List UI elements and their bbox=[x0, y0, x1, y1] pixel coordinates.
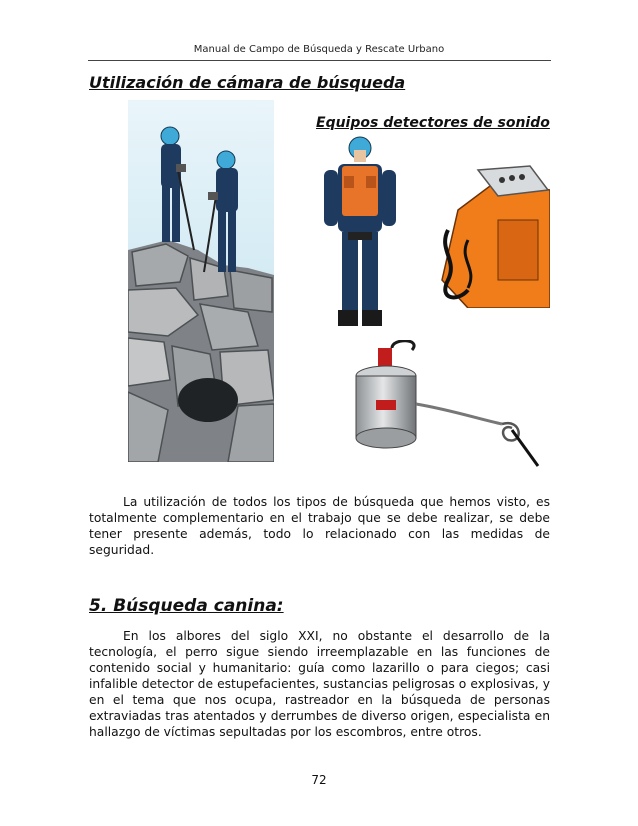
section-title-sound-detectors: Equipos detectores de sonido bbox=[316, 115, 550, 131]
page-number: 72 bbox=[311, 773, 327, 787]
section-title-search-camera: Utilización de cámara de búsqueda bbox=[89, 73, 406, 92]
rescuer-with-sound-detector-illustration bbox=[320, 136, 400, 332]
geophone-sensor-illustration bbox=[352, 340, 542, 470]
paragraph-canine-intro: En los albores del siglo XXI, no obstante el desarrollo de la tecnología, el perro sigue siendo irreemplazable en las funciones de contenido social y humanitario: guía como lazarillo o para ciegos; casi infalible detector de estupefacientes, sustancias peligrosas o explosivas, y en el tema que nos ocupa, rastreador en la búsqueda de personas extraviadas tras atentados y derrumbes de diverso origen, especialista en hallazgo de víctimas sepultadas por los escombros, entre otros. bbox=[89, 629, 550, 739]
running-header: Manual de Campo de Búsqueda y Rescate Urbano bbox=[193, 44, 445, 55]
search-camera-illustration bbox=[128, 100, 274, 462]
paragraph-complementary-search: La utilización de todos los tipos de búsqueda que hemos visto, es totalmente complementario en el trabajo que se debe realizar, se debe tener presente además, todo lo relacionado con las medidas de seguridad. bbox=[89, 495, 550, 557]
header-divider bbox=[88, 60, 551, 61]
section-title-canine-search: 5. Búsqueda canina: bbox=[89, 596, 284, 616]
sound-detector-device-illustration bbox=[438, 150, 550, 308]
